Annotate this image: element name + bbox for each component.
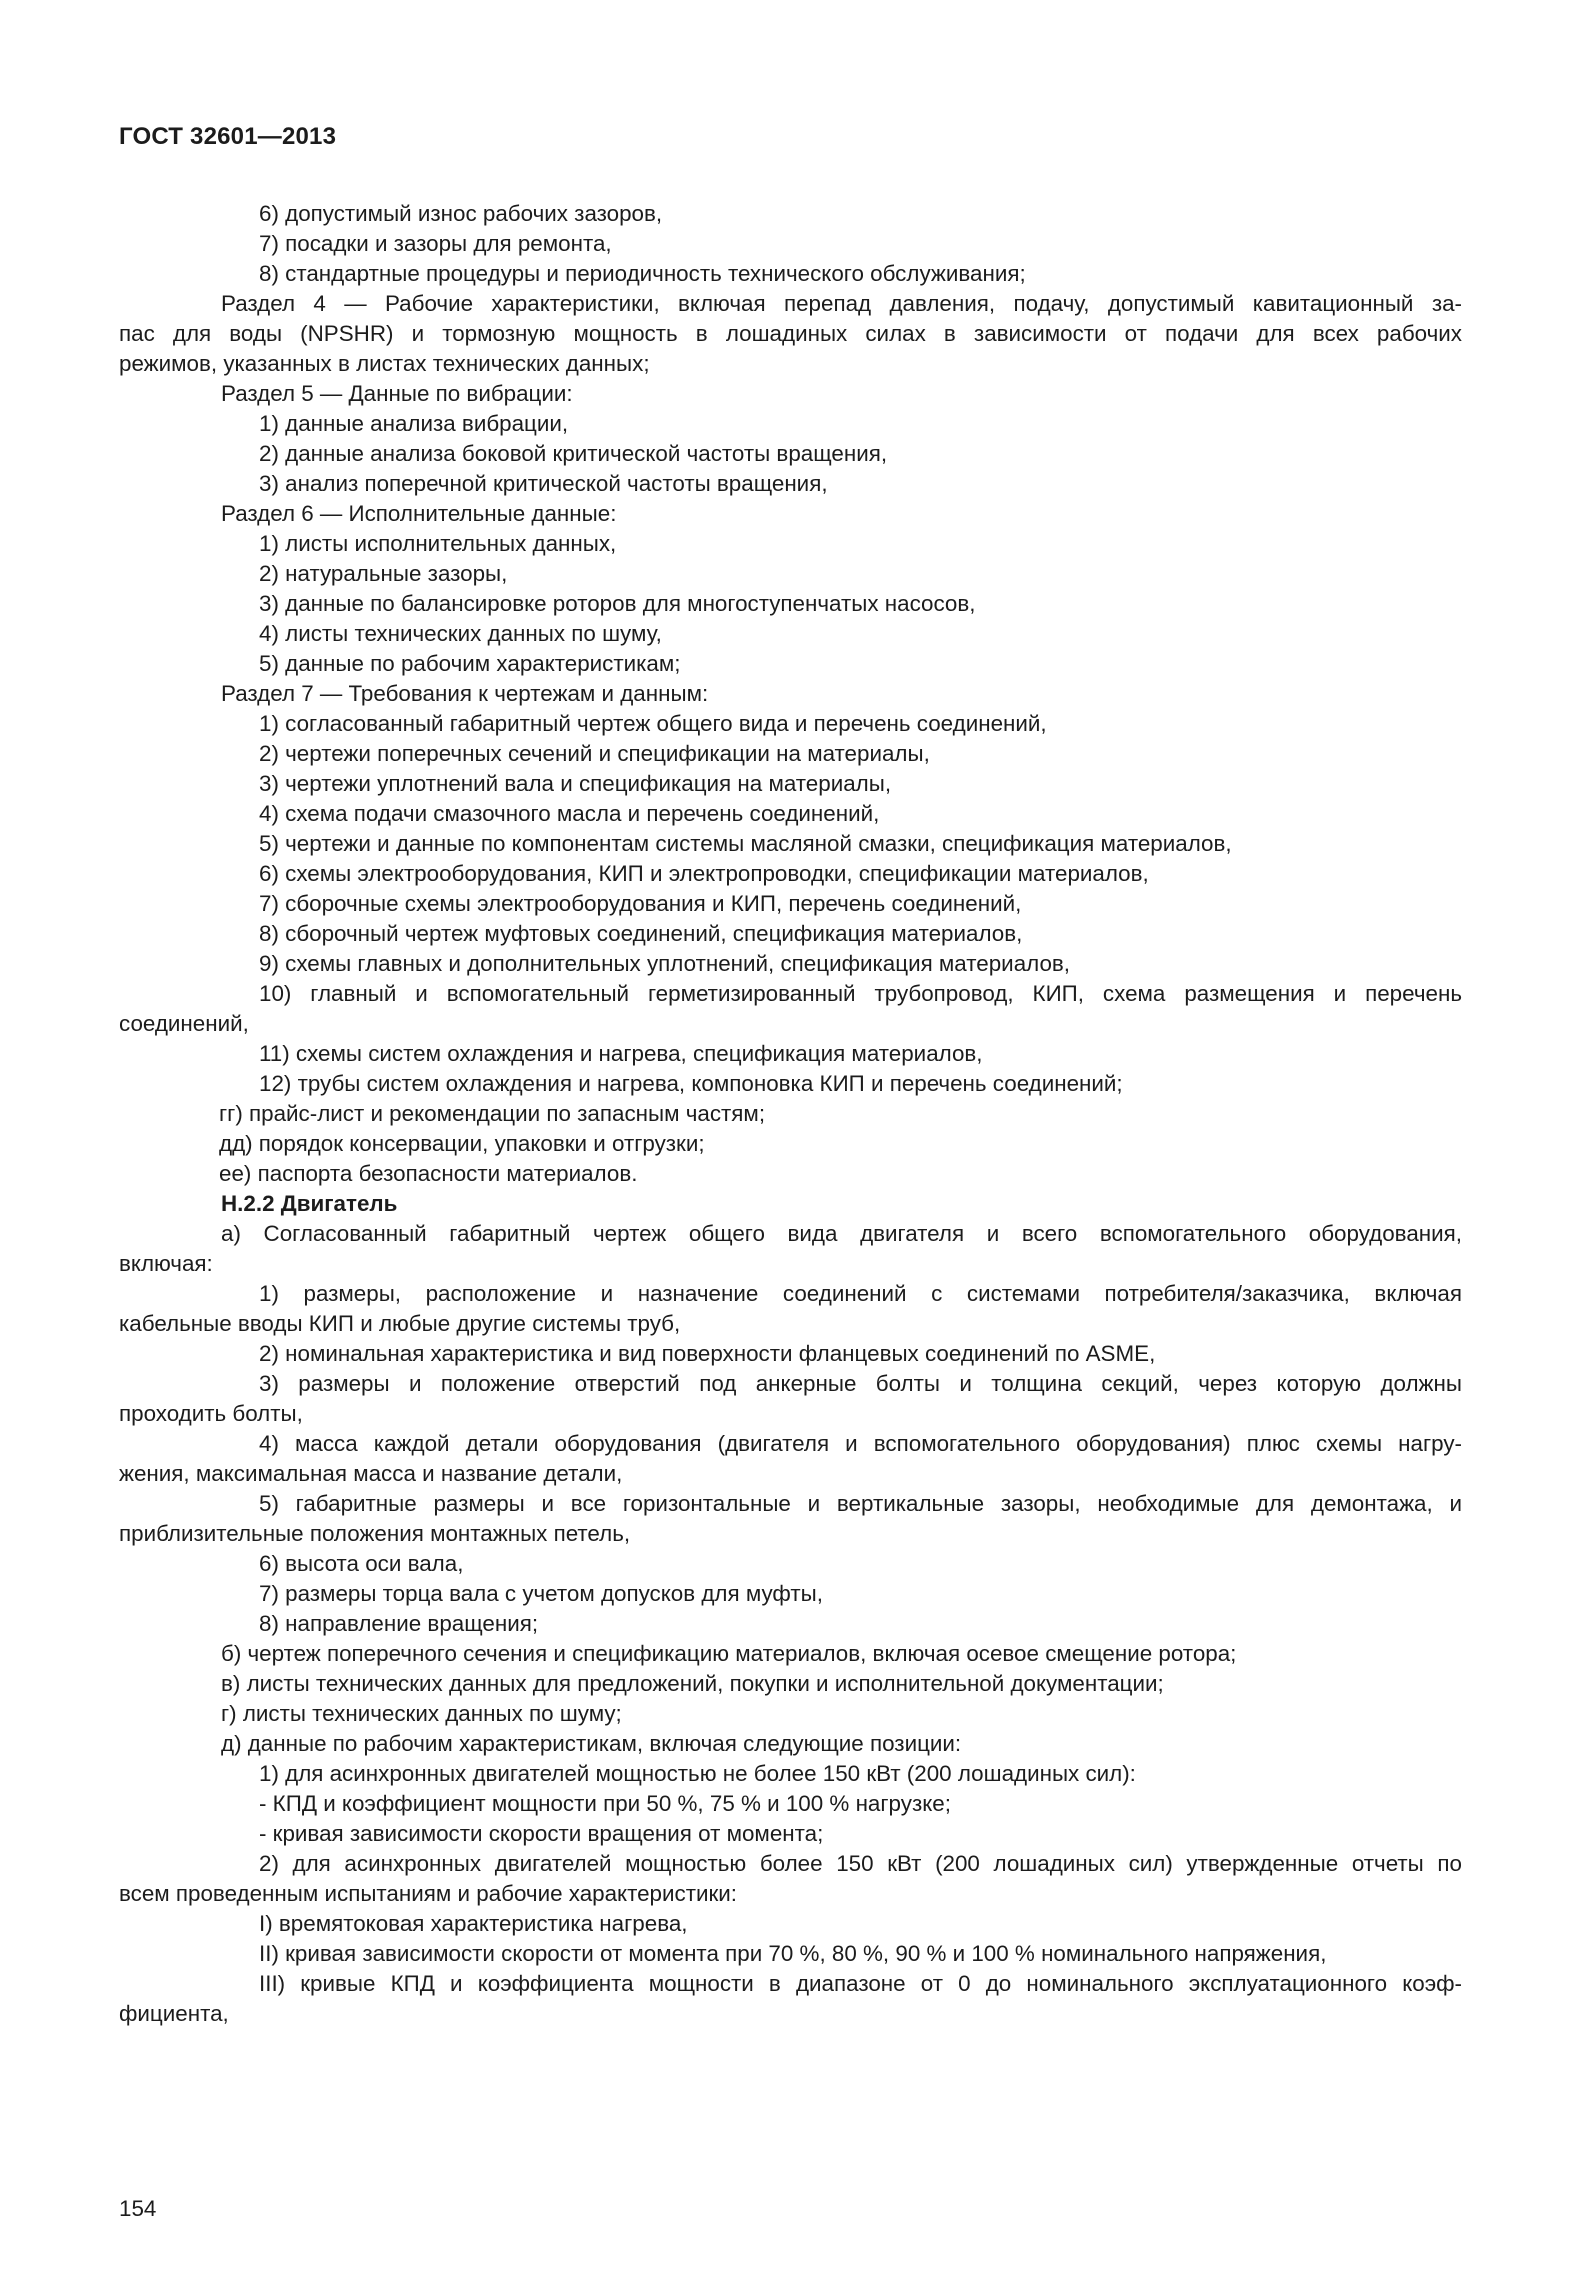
text-line: 3) данные по балансировке роторов для многоступенчатых насосов, xyxy=(259,591,976,616)
text-line: д) данные по рабочим характеристикам, включая следующие позиции: xyxy=(221,1731,962,1756)
text-line: 6) допустимый износ рабочих зазоров, xyxy=(259,201,663,226)
text-line: режимов, указанных в листах технических данных; xyxy=(119,351,650,376)
text-line: приблизительные положения монтажных петель, xyxy=(119,1521,631,1546)
text-line: 7) посадки и зазоры для ремонта, xyxy=(259,231,612,256)
text-line: 2) натуральные зазоры, xyxy=(259,561,508,586)
text-line: 5) данные по рабочим характеристикам; xyxy=(259,651,681,676)
text-line: 7) размеры торца вала с учетом допусков для муфты, xyxy=(259,1581,823,1606)
text-line: 10) главный и вспомогательный герметизированный трубопровод, КИП, схема размещения и перечень xyxy=(259,981,1462,1006)
text-line: 4) масса каждой детали оборудования (двигателя и вспомогательного оборудования) плюс схемы нагру- xyxy=(259,1431,1462,1456)
text-line: соединений, xyxy=(119,1011,249,1036)
text-line: 1) данные анализа вибрации, xyxy=(259,411,569,436)
text-line: 1) размеры, расположение и назначение соединений с системами потребителя/заказчика, включая xyxy=(259,1281,1462,1306)
text-line: III) кривые КПД и коэффициента мощности в диапазоне от 0 до номинального эксплуатационного коэф- xyxy=(259,1971,1462,1996)
text-line: - КПД и коэффициент мощности при 50 %, 75 % и 100 % нагрузке; xyxy=(259,1791,951,1816)
text-line: Раздел 5 — Данные по вибрации: xyxy=(221,381,573,406)
text-line: 1) для асинхронных двигателей мощностью не более 150 кВт (200 лошадиных сил): xyxy=(259,1761,1136,1786)
text-line: 1) листы исполнительных данных, xyxy=(259,531,617,556)
page-number: 154 xyxy=(119,2196,157,2221)
text-line: 3) размеры и положение отверстий под анкерные болты и толщина секций, через которую должны xyxy=(259,1371,1462,1396)
section-heading: Н.2.2 Двигатель xyxy=(221,1191,398,1216)
text-line: 5) чертежи и данные по компонентам системы масляной смазки, спецификация материалов, xyxy=(259,831,1232,856)
text-line: 2) чертежи поперечных сечений и спецификации на материалы, xyxy=(259,741,930,766)
text-line: 6) высота оси вала, xyxy=(259,1551,464,1576)
text-line: 3) чертежи уплотнений вала и спецификация на материалы, xyxy=(259,771,892,796)
text-line: 2) номинальная характеристика и вид поверхности фланцевых соединений по ASME, xyxy=(259,1341,1156,1366)
text-line: г) листы технических данных по шуму; xyxy=(221,1701,622,1726)
text-line: 7) сборочные схемы электрооборудования и КИП, перечень соединений, xyxy=(259,891,1022,916)
text-line: а) Согласованный габаритный чертеж общего вида двигателя и всего вспомогательного оборудования, xyxy=(221,1221,1462,1246)
text-line: 11) схемы систем охлаждения и нагрева, спецификация материалов, xyxy=(259,1041,983,1066)
text-line: ее) паспорта безопасности материалов. xyxy=(219,1161,638,1186)
text-line: 5) габаритные размеры и все горизонтальные и вертикальные зазоры, необходимые для демонтажа, и xyxy=(259,1491,1462,1516)
text-line: 8) стандартные процедуры и периодичность технического обслуживания; xyxy=(259,261,1026,286)
text-line: Раздел 4 — Рабочие характеристики, включая перепад давления, подачу, допустимый кавитационный за- xyxy=(221,291,1462,316)
document-body xyxy=(119,199,1462,2029)
text-line: I) времятоковая характеристика нагрева, xyxy=(259,1911,688,1936)
text-line: всем проведенным испытаниям и рабочие характеристики: xyxy=(119,1881,737,1906)
text-line: Раздел 7 — Требования к чертежам и данным: xyxy=(221,681,709,706)
text-line: 9) схемы главных и дополнительных уплотнений, спецификация материалов, xyxy=(259,951,1071,976)
text-line: 6) схемы электрооборудования, КИП и электропроводки, спецификации материалов, xyxy=(259,861,1149,886)
text-line: проходить болты, xyxy=(119,1401,303,1426)
text-line: б) чертеж поперечного сечения и спецификацию материалов, включая осевое смещение ротора; xyxy=(221,1641,1237,1666)
text-line: в) листы технических данных для предложений, покупки и исполнительной документации; xyxy=(221,1671,1164,1696)
text-line: 12) трубы систем охлаждения и нагрева, компоновка КИП и перечень соединений; xyxy=(259,1071,1123,1096)
standard-header: ГОСТ 32601—2013 xyxy=(119,123,337,150)
text-line: пас для воды (NPSHR) и тормозную мощность в лошадиных силах в зависимости от подачи для всех рабочих xyxy=(119,321,1462,346)
text-line: жения, максимальная масса и название детали, xyxy=(119,1461,623,1486)
text-line: 3) анализ поперечной критической частоты вращения, xyxy=(259,471,828,496)
text-line: 2) для асинхронных двигателей мощностью более 150 кВт (200 лошадиных сил) утвержденные отчеты по xyxy=(259,1851,1462,1876)
text-line: дд) порядок консервации, упаковки и отгрузки; xyxy=(219,1131,705,1156)
text-line: включая: xyxy=(119,1251,213,1276)
text-line: 4) листы технических данных по шуму, xyxy=(259,621,662,646)
text-line: 8) направление вращения; xyxy=(259,1611,539,1636)
text-line: - кривая зависимости скорости вращения от момента; xyxy=(259,1821,824,1846)
text-line: гг) прайс-лист и рекомендации по запасным частям; xyxy=(219,1101,766,1126)
text-line: 4) схема подачи смазочного масла и перечень соединений, xyxy=(259,801,880,826)
text-line: II) кривая зависимости скорости от момента при 70 %, 80 %, 90 % и 100 % номинального напряжения, xyxy=(259,1941,1327,1966)
text-line: 2) данные анализа боковой критической частоты вращения, xyxy=(259,441,888,466)
text-line: кабельные вводы КИП и любые другие системы труб, xyxy=(119,1311,681,1336)
text-line: 8) сборочный чертеж муфтовых соединений, спецификация материалов, xyxy=(259,921,1023,946)
text-line: 1) согласованный габаритный чертеж общего вида и перечень соединений, xyxy=(259,711,1047,736)
text-line: Раздел 6 — Исполнительные данные: xyxy=(221,501,617,526)
text-line: фициента, xyxy=(119,2001,229,2026)
